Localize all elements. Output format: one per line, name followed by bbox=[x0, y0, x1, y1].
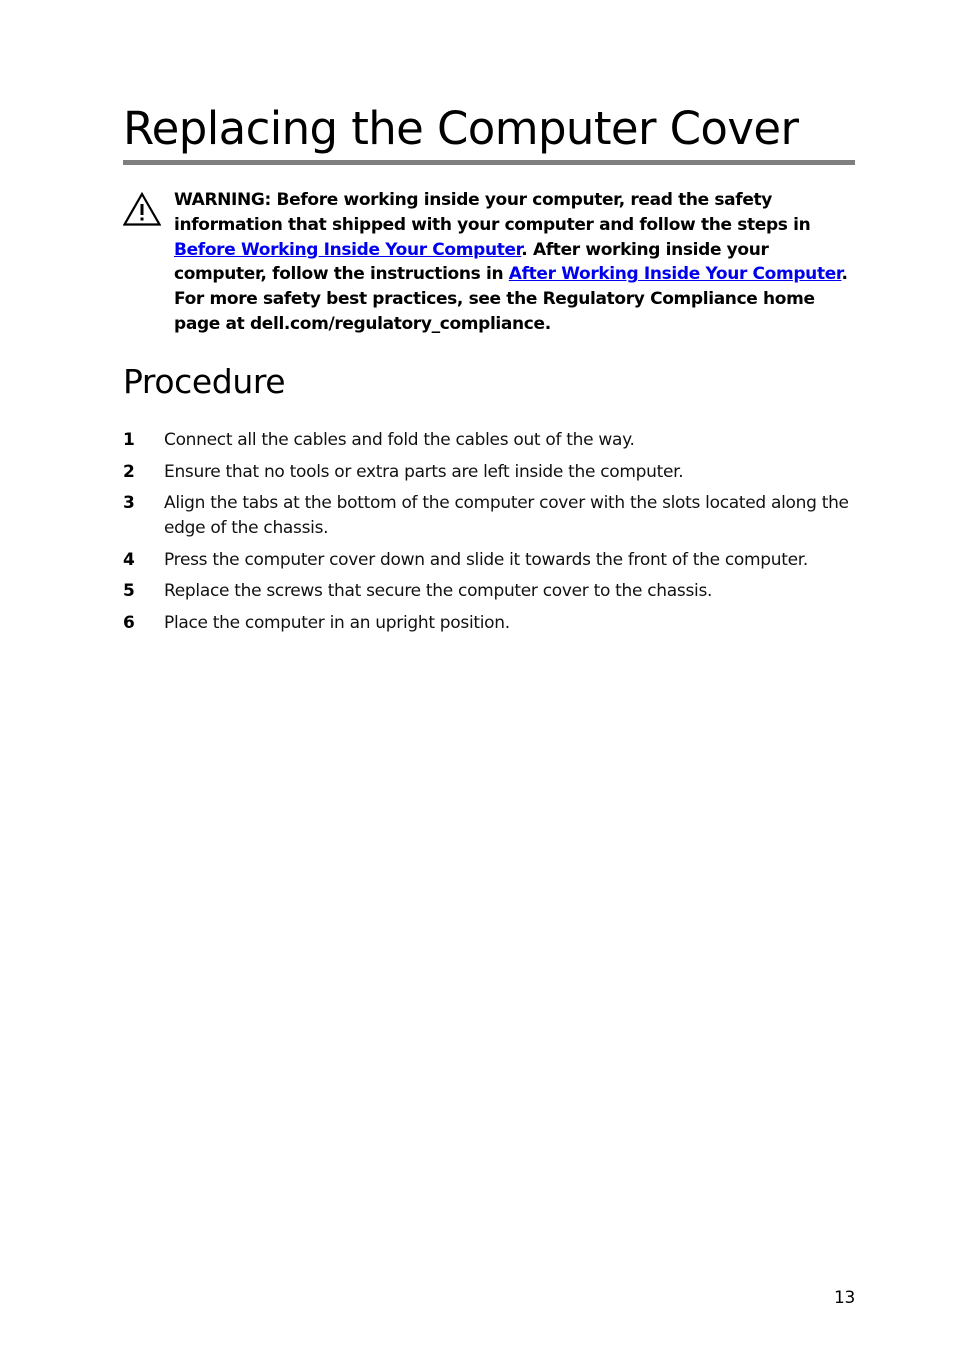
step-text: Connect all the cables and fold the cables out of the way. bbox=[164, 430, 635, 450]
procedure-step bbox=[123, 611, 855, 636]
warning-triangle-icon bbox=[123, 192, 161, 226]
step-text: Press the computer cover down and slide it towards the front of the computer. bbox=[164, 549, 809, 570]
after-working-inside-link[interactable]: After Working Inside Your Computer bbox=[508, 264, 842, 285]
step-text: Replace the screws that secure the computer cover to the chassis. bbox=[164, 581, 713, 601]
step-number: 6 bbox=[123, 612, 135, 633]
procedure-steps bbox=[123, 428, 855, 642]
step-number: 4 bbox=[123, 549, 135, 570]
before-working-inside-link[interactable]: Before Working Inside Your Computer bbox=[174, 239, 522, 260]
procedure-step bbox=[123, 428, 855, 453]
page-number: 13 bbox=[833, 1288, 855, 1308]
page-title: Replacing the Computer Cover bbox=[123, 98, 855, 165]
warning-text-part: WARNING: Before working inside your computer, read the safety information that shipped with your computer and follow the steps in bbox=[174, 190, 811, 235]
warning-text-part: . For more safety best practices, see the Regulatory Compliance home page at dell.com/regulatory_compliance. bbox=[174, 264, 848, 334]
warning-text bbox=[174, 188, 855, 337]
procedure-step bbox=[123, 460, 855, 485]
step-number: 5 bbox=[123, 581, 135, 601]
step-number: 2 bbox=[123, 461, 135, 482]
step-text: Align the tabs at the bottom of the computer cover with the slots located along the edge of the chassis. bbox=[164, 493, 849, 538]
procedure-heading: Procedure bbox=[123, 362, 286, 401]
procedure-step bbox=[123, 548, 855, 573]
warning-text-part: . After working inside your computer, follow the instructions in bbox=[174, 239, 769, 285]
step-text: Place the computer in an upright position. bbox=[164, 612, 510, 633]
step-number: 1 bbox=[123, 430, 135, 450]
step-text: Ensure that no tools or extra parts are left inside the computer. bbox=[164, 461, 684, 482]
step-number: 3 bbox=[123, 493, 135, 513]
procedure-step bbox=[123, 579, 855, 604]
procedure-step bbox=[123, 491, 855, 541]
